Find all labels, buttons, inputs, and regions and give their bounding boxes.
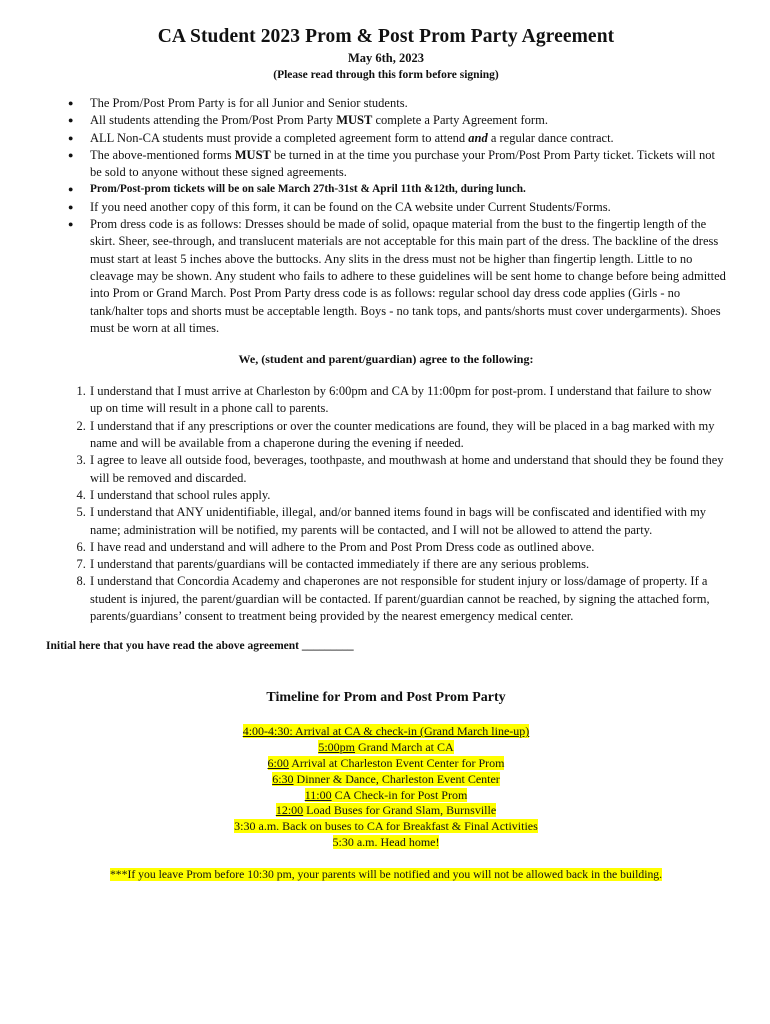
rule-item: 7. I understand that parents/guardians will be contacted immediately if there are any serious problems. <box>89 556 726 573</box>
bullet-item: ● The Prom/Post Prom Party is for all Junior and Senior students. <box>90 95 726 112</box>
agreement-heading: We, (student and parent/guardian) agree to the following: <box>238 352 534 367</box>
rule-item: 8. I understand that Concordia Academy and chaperones are not responsible for student injury or loss/damage of property. If a student is injured, the parent/guardian will be contacted. If parent/guardian cannot be reached, by signing the attached form, parents/guardians’ consent to treatment being provided by the nearest emergency medical center. <box>89 573 726 625</box>
agreement-rule-list <box>46 383 726 625</box>
bullet-item: ● If you need another copy of this form, it can be found on the CA website under Current Students/Forms. <box>90 199 726 216</box>
timeline-item: 12:00 Load Buses for Grand Slam, Burnsville <box>275 803 497 818</box>
timeline-item: 4:00-4:30: Arrival at CA & check-in (Grand March line-up) <box>242 724 530 739</box>
rule-item: 1. I understand that I must arrive at Charleston by 6:00pm and CA by 11:00pm for post-prom. I understand that failure to show up on time will result in a phone call to parents. <box>89 383 726 418</box>
rule-item: 2. I understand that if any prescriptions or over the counter medications are found, they will be placed in a bag marked with my name and will be available from a chaperone during the evening if needed. <box>89 418 726 453</box>
bullet-item: ● The above-mentioned forms MUST be turned in at the time you purchase your Prom/Post Prom Party ticket. Tickets will not be sold to anyone without these signed agreements. <box>90 147 726 182</box>
timeline-item: 6:00 Arrival at Charleston Event Center for Prom <box>267 755 505 770</box>
timeline-title: Timeline for Prom and Post Prom Party <box>266 690 506 706</box>
timeline-item: 3:30 a.m. Back on buses to CA for Breakfast & Final Activities <box>234 819 538 834</box>
rule-item: 5. I understand that ANY unidentifiable, illegal, and/or banned items found in bags will be confiscated and identified with my name; administration will be notified, my parents will be contacted, and I will not be allowed to attend the party. <box>89 504 726 539</box>
timeline-item: 11:00 CA Check-in for Post Prom <box>304 787 468 802</box>
rule-item: 6. I have read and understand and will adhere to the Prom and Post Prom Dress code as outlined above. <box>89 539 726 556</box>
timeline-item: 6:30 Dinner & Dance, Charleston Event Center <box>272 771 500 786</box>
bullet-item: ● All students attending the Prom/Post Prom Party MUST complete a Party Agreement form. <box>90 112 726 129</box>
rule-item: 4. I understand that school rules apply. <box>89 487 726 504</box>
bullet-item-ticket-sales: ● Prom/Post-prom tickets will be on sale March 27th-31st & April 11th &12th, during lunch. <box>90 181 726 198</box>
page-title: CA Student 2023 Prom & Post Prom Party Agreement <box>157 26 615 47</box>
bullet-item-dress-code: ● Prom dress code is as follows: Dresses should be made of solid, opaque material from the bust to the fingertip length of the skirt. Sheer, see-through, and translucent materials are not acceptable for this main part of the dress. The backline of the dress must start at least 5 inches above the buttocks. Any slits in the dress must not be higher than fingertip length. Little to no cleavage may be shown. Any student who fails to adhere to these guidelines will be sent home to change before being admitted into Prom or Grand March. Post Prom Party dress code is as follows: regular school day dress code applies (Girls - no tank/halter tops and shorts must be acceptable length. Boys - no tank tops, and pants/shorts must cover undergarments). Shoes must be worn at all times. <box>90 216 726 337</box>
instruction-note: (Please read through this form before signing) <box>273 69 499 81</box>
rule-item: 3. I agree to leave all outside food, beverages, toothpaste, and mouthwash at home and understand that should they be found they will be removed and discarded. <box>89 452 726 487</box>
warning-note: ***If you leave Prom before 10:30 pm, your parents will be notified and you will not be allowed back in the building. <box>109 867 663 881</box>
event-date: May 6th, 2023 <box>347 51 425 65</box>
timeline <box>46 724 726 850</box>
initial-line: Initial here that you have read the above agreement _________ <box>46 640 354 653</box>
info-bullet-list <box>46 95 726 337</box>
timeline-item: 5:30 a.m. Head home! <box>332 834 440 849</box>
bullet-item: ● ALL Non-CA students must provide a completed agreement form to attend and a regular dance contract. <box>90 130 726 147</box>
timeline-item: 5:00pm Grand March at CA <box>318 740 454 755</box>
